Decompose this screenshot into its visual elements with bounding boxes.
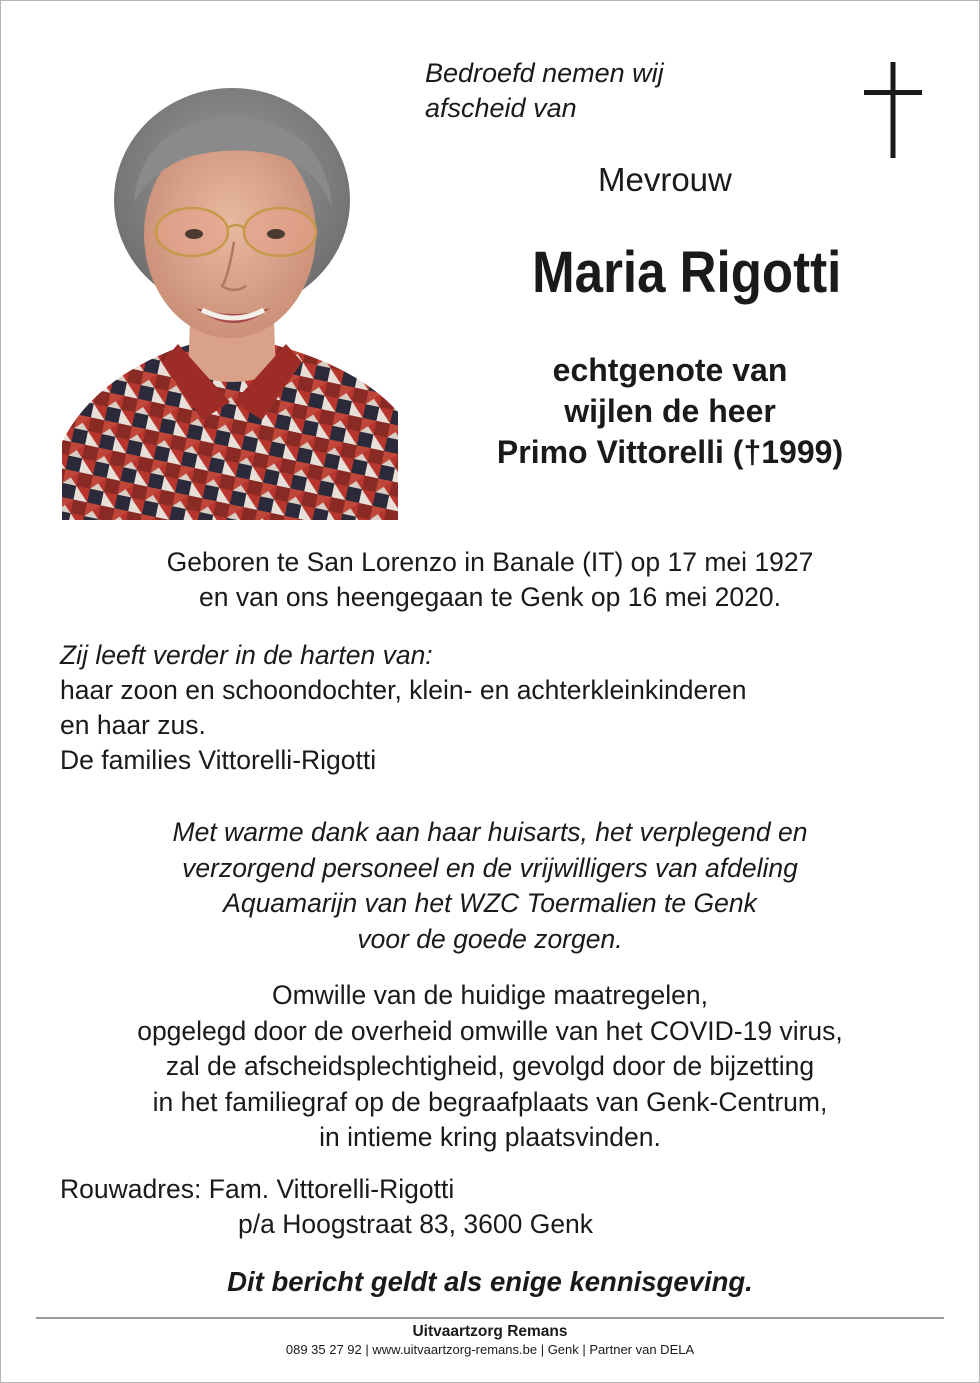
address-line-2: p/a Hoogstraat 83, 3600 Genk: [238, 1209, 594, 1239]
covid-notice-block: [40, 978, 940, 1156]
covid-line-2: opgelegd door de overheid omwille van het COVID-19 virus,: [137, 1015, 843, 1046]
official-notice: Dit bericht geldt als enige kennisgeving.: [227, 1266, 753, 1297]
survivors-block: [60, 638, 940, 778]
spouse-line-1: echtgenote van: [552, 352, 788, 388]
latin-cross-icon: [864, 62, 922, 158]
honorific-title: Mevrouw: [598, 161, 732, 198]
thanks-line-2: verzorgend personeel en de vrijwilligers van afdeling: [182, 852, 798, 883]
birth-line: Geboren te San Lorenzo in Banale (IT) op 17 mei 1927: [166, 547, 814, 577]
survivors-line-3: De families Vittorelli-Rigotti: [60, 745, 377, 775]
footer-divider: [36, 1317, 944, 1319]
spouse-block: [440, 350, 900, 473]
thanks-line-1: Met warme dank aan haar huisarts, het verplegend en: [172, 817, 808, 847]
covid-line-5: in intieme kring plaatsvinden.: [319, 1122, 661, 1152]
funeral-home-name: Uitvaartzorg Remans: [412, 1323, 568, 1340]
intro-line-2: afscheid van: [425, 93, 577, 123]
covid-line-4: in het familiegraf op de begraafplaats van Genk-Centrum,: [152, 1086, 828, 1117]
intro-line-1: Bedroefd nemen wij: [425, 58, 664, 88]
portrait-photo: [62, 82, 398, 520]
thanks-line-4: voor de goede zorgen.: [357, 923, 623, 954]
spouse-line-3: Primo Vittorelli (†1999): [496, 434, 844, 470]
death-line: en van ons heengegaan te Genk op 16 mei 2020.: [199, 582, 781, 612]
spouse-line-2: wijlen de heer: [564, 393, 776, 429]
covid-line-1: Omwille van de huidige maatregelen,: [271, 980, 709, 1010]
mourning-address: [60, 1172, 940, 1242]
deceased-name: Maria Rigotti: [532, 240, 842, 305]
survivors-line-2: en haar zus.: [60, 710, 206, 740]
covid-line-3: zal de afscheidsplechtigheid, gevolgd door de bijzetting: [165, 1051, 815, 1081]
thanks-line-3: Aquamarijn van het WZC Toermalien te Genk: [223, 888, 757, 918]
survivors-line-1: haar zoon en schoondochter, klein- en achterkleinkinderen: [60, 675, 747, 705]
address-line-1: Rouwadres: Fam. Vittorelli-Rigotti: [60, 1174, 455, 1204]
intro-text: [425, 56, 664, 126]
survivors-heading: Zij leeft verder in de harten van:: [60, 640, 433, 670]
birth-death-block: [40, 545, 940, 615]
thanks-block: [40, 815, 940, 957]
funeral-home-contact: 089 35 27 92 | www.uitvaartzorg-remans.be | Genk | Partner van DELA: [285, 1342, 695, 1357]
